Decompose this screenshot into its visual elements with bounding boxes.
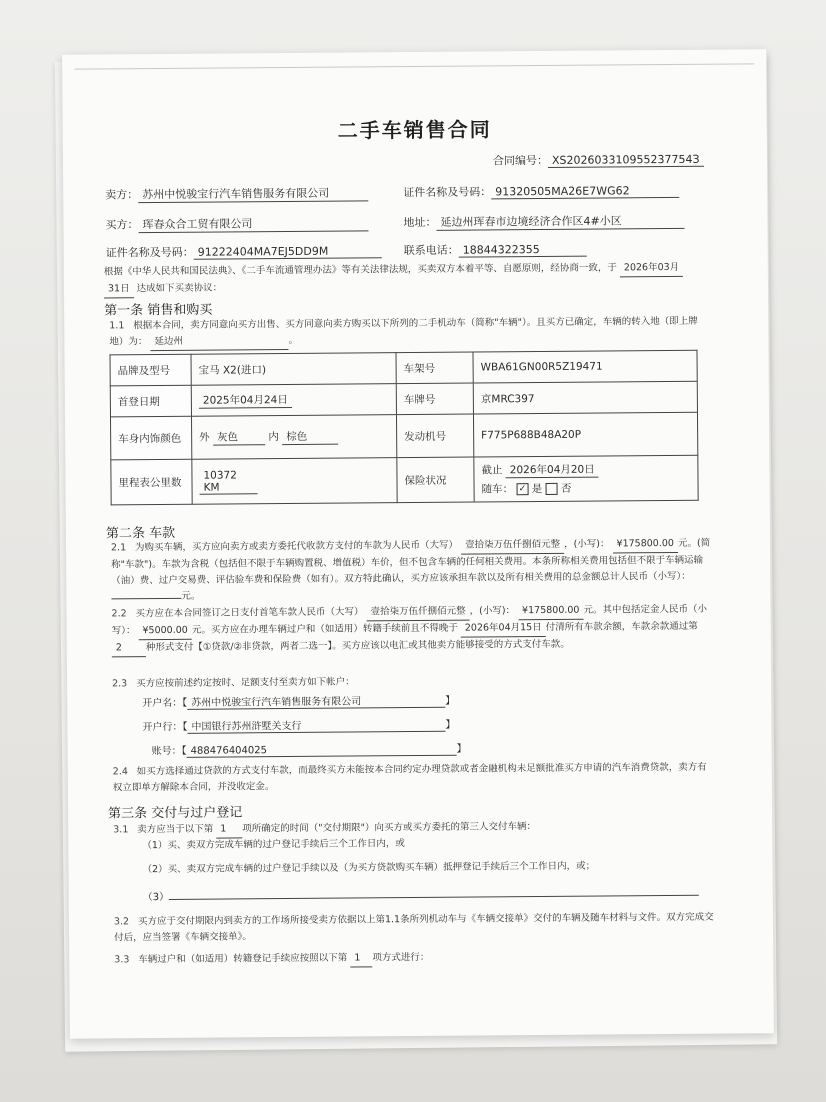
clause-3-3-text-a: 车辆过户和（如适用）转籍登记手续应按照以下第 — [138, 952, 348, 966]
clause-3-1-text-b: 项所确定的时间（"交付期限"）向买方或买方委托的第三人交付车辆： — [242, 821, 537, 835]
mileage-label: 里程表公里数 — [111, 459, 192, 505]
clause-2-2-number: 2.2 — [111, 608, 127, 620]
seller-label: 卖方： — [105, 188, 139, 202]
clause-3-3 — [114, 948, 714, 970]
section1-heading: 第一条 销售和购买 — [104, 302, 213, 319]
clause-2-3 — [112, 672, 712, 693]
balance-deadline: 2026年04月15日 — [461, 620, 546, 638]
reg-date-cell — [191, 384, 396, 417]
clause-2-2-text-e: 付清所有车款余额，车款余款通过第 — [545, 620, 698, 633]
contract-number-value: XS202603310955237754З — [548, 153, 704, 168]
delivery-option-3-label: （3） — [142, 891, 170, 904]
clause-2-4-number: 2.4 — [112, 766, 128, 778]
buyer-label: 买方： — [105, 218, 139, 232]
buyer-id-line — [106, 242, 382, 260]
with-car-label: 随车： — [481, 483, 514, 496]
clause-2-3-text: 买方应按前述约定按时、足额支付至卖方如下帐户： — [136, 676, 355, 690]
address-label: 地址： — [403, 215, 437, 230]
deposit-amount: ¥5000.00 — [138, 623, 191, 640]
insurance-until-prefix: 截止 — [481, 464, 503, 477]
contract-title: 二手车销售合同 — [337, 117, 492, 143]
table-row — [110, 381, 697, 417]
reg-date-value: 2025年04月24日 — [199, 392, 292, 409]
contract-number-label: 合同编号： — [492, 153, 549, 168]
price-in-words: 壹拾柒万伍仟捌佰元整 — [461, 537, 564, 555]
account-no-line — [152, 740, 467, 758]
first-payment-figures: ¥175800.00 — [518, 603, 584, 621]
clause-3-2-text: 买方应于交付期限内到卖方的工作场所接受卖方依据以上第1.1条所列机动车与《车辆交接单》交付的车辆及随车材料与文件。双方完成交付后，应当签署《车辆交接单》。 — [114, 911, 714, 944]
engine-label: 发动机号 — [396, 414, 473, 458]
exterior-color: 灰色 — [213, 429, 265, 445]
registration-place: 延边州 — [150, 333, 288, 351]
insurance-until-line — [481, 461, 690, 479]
clause-1-1 — [109, 314, 709, 352]
seller-line — [105, 184, 368, 203]
reg-date-label: 首登日期 — [110, 385, 191, 417]
address-line — [403, 212, 684, 231]
clause-1-1-text: 根据本合同，卖方同意向买方出售、买方同意向卖方购买以下所列的二手机动车（简称"车辆"）。且买方已确定，车辆的转入地（即上牌地）为： — [109, 315, 698, 348]
preamble-date-b: 31日 — [104, 281, 134, 298]
clause-2-2-text-a: 买方应在本合同签订之日支付首笔车款人民币（大写） — [135, 606, 364, 620]
account-no-close: 】 — [456, 743, 467, 755]
clause-2-1-number: 2.1 — [110, 542, 127, 554]
payment-method-choice: 2 — [112, 640, 146, 657]
phone-line — [404, 241, 587, 258]
preamble-text: 根据《中华人民共和国民法典》、《二手车流通管理办法》等有关法律法规，买卖双方本着平等、自愿原则，经协商一致，于 — [103, 262, 617, 278]
preamble-text-end: 达成如下买卖协议： — [136, 282, 223, 295]
clause-2-2-text-d: 元。买方应在办理车辆过户和（如适用）转籍手续前且不得晚于 — [191, 622, 458, 636]
clause-2-3-number: 2.3 — [112, 678, 128, 690]
vin-value: WBA61GN00R5Z19471 — [473, 350, 697, 383]
no-checkbox[interactable] — [546, 483, 558, 495]
yes-checkbox[interactable]: ✓ — [516, 483, 528, 495]
table-row — [111, 455, 698, 505]
clause-3-3-text-b: 项方式进行： — [372, 951, 430, 964]
interior-color: 棕色 — [282, 429, 338, 445]
color-cell — [191, 415, 396, 460]
clause-3-3-number: 3.3 — [114, 954, 130, 966]
insurance-label: 保险状况 — [397, 457, 474, 503]
mileage-unit: KM — [203, 481, 220, 494]
clause-2-1 — [111, 536, 711, 606]
phone-value: 18844322355 — [459, 243, 587, 258]
mileage-value — [199, 469, 257, 494]
clause-2-1-text-c: 元。(简称"车款")。车款为含税（包括但不限于车辆购置税、增值税）车价，但不包含车辆的任何相关费用。本条所称相关费用包括但不限于车辆运输（油）费、过户交易费、评估验车费和保险费（如有）。双方特此确认，买方应该承担车款以及所有相关费用的总金额总计人民币（小写）： — [111, 537, 711, 587]
buyer-id-value: 91222404MA7EJ5DD9M — [194, 244, 382, 259]
mileage-cell — [192, 458, 397, 505]
brand-value: 宝马 X2(进口) — [191, 353, 396, 386]
no-label: 否 — [560, 482, 572, 495]
with-car-line — [482, 480, 691, 497]
seller-name: 苏州中悦骏宝行汽车销售服务有限公司 — [138, 184, 368, 203]
color-label: 车身内饰颜色 — [110, 416, 191, 460]
clause-2-1-text-d: 元。 — [181, 590, 201, 602]
seller-id-line — [403, 182, 679, 200]
plate-value: 京MRC397 — [473, 381, 697, 414]
clause-3-1-number: 3.1 — [113, 824, 129, 836]
clause-1-1-end: 。 — [288, 334, 299, 347]
preamble-date-a: 2026年03月 — [620, 260, 683, 277]
account-no: 488476404025 — [187, 744, 457, 758]
total-amount-blank — [111, 598, 181, 600]
price-in-figures: ¥175800.00 — [612, 536, 678, 554]
seller-id-label: 证件名称及号码： — [403, 185, 492, 200]
clause-2-2-text-b: ，(小写)： — [469, 605, 516, 617]
insurance-until-value: 2026年04月20日 — [506, 462, 599, 479]
buyer-name: 珲春众合工贸有限公司 — [138, 214, 368, 233]
engine-value: F775P688B48A20P — [473, 412, 697, 457]
contract-page — [62, 49, 774, 1038]
section3-heading: 第三条 交付与过户登记 — [108, 805, 243, 822]
contract-number — [493, 151, 704, 169]
clause-3-2 — [114, 910, 714, 947]
phone-label: 联系电话： — [403, 243, 459, 258]
clause-3-2-number: 3.2 — [113, 916, 130, 928]
account-name-line — [142, 692, 455, 710]
clause-2-1-text-b: ，(小写)： — [564, 538, 610, 550]
delivery-option-2: （2）买、卖双方完成车辆的过户登记手续以及（为买方贷款购买车辆）抵押登记手续后三个工作日内，或； — [142, 860, 596, 876]
vin-label: 车架号 — [396, 352, 473, 384]
plate-label: 车牌号 — [396, 383, 473, 415]
clause-1-1-number: 1.1 — [109, 320, 125, 332]
vehicle-table — [110, 350, 699, 506]
seller-id-value: 91320505MA26E7WG62 — [491, 184, 679, 199]
clause-2-1-text-a: 为购买车辆，买方应向卖方或卖方委托代收款方支付的车款为人民币（大写） — [134, 539, 459, 554]
table-row — [110, 412, 697, 460]
yes-label: 是 — [531, 483, 543, 496]
account-bank-line — [142, 716, 455, 734]
account-name: 苏州中悦骏宝行汽车销售服务有限公司 — [187, 692, 445, 710]
transfer-choice: 1 — [350, 950, 372, 967]
clause-2-4 — [113, 760, 713, 797]
delivery-option-3 — [143, 884, 699, 903]
buyer-id-label: 证件名称及号码： — [105, 245, 194, 260]
section2-heading: 第二条 车款 — [105, 525, 176, 542]
header-rule — [74, 63, 754, 69]
interior-prefix: 内 — [268, 431, 279, 444]
delivery-option-3-blank — [169, 895, 699, 900]
clause-2-2 — [111, 602, 711, 658]
account-name-label: 开户名：【 — [142, 697, 188, 710]
buyer-line — [105, 214, 368, 233]
account-bank-close: 】 — [445, 719, 456, 731]
account-bank: 中国银行苏州浒墅关支行 — [187, 716, 445, 734]
address-value: 延边州珲春市边境经济合作区4#小区 — [436, 212, 684, 231]
preamble — [104, 260, 704, 299]
account-name-close: 】 — [445, 695, 456, 707]
account-bank-label: 开户行：【 — [142, 721, 188, 734]
delivery-choice: 1 — [216, 821, 242, 838]
clause-2-4-text: 如买方选择通过贷款的方式支付车款，而最终买方未能按本合同约定办理贷款或者金融机构未足额批准买方申请的汽车消费贷款，卖方有权立即单方解除本合同，并没收定金。 — [112, 761, 707, 794]
table-row — [110, 350, 697, 386]
insurance-cell — [474, 455, 698, 502]
first-payment-words: 壹拾柒万伍仟捌佰元整 — [367, 604, 470, 622]
mileage-number: 10372 — [203, 468, 237, 482]
clause-2-2-text-f: 种形式支付【①贷款/②非贷款，两者二选一】。买方应该以电汇或其他卖方能够接受的方式支付车款。 — [145, 638, 570, 654]
exterior-prefix: 外 — [199, 431, 210, 444]
clause-3-1-text-a: 卖方应当于以下第 — [137, 823, 214, 836]
clause-2-2-text-c: 元。其中包括定金人民币（小写）： — [111, 603, 708, 637]
brand-label: 品牌及型号 — [110, 354, 191, 386]
account-no-label: 账号：【 — [151, 745, 187, 758]
delivery-option-1: （1）买、卖双方完成车辆的过户登记手续后三个工作日内，或 — [142, 838, 405, 852]
